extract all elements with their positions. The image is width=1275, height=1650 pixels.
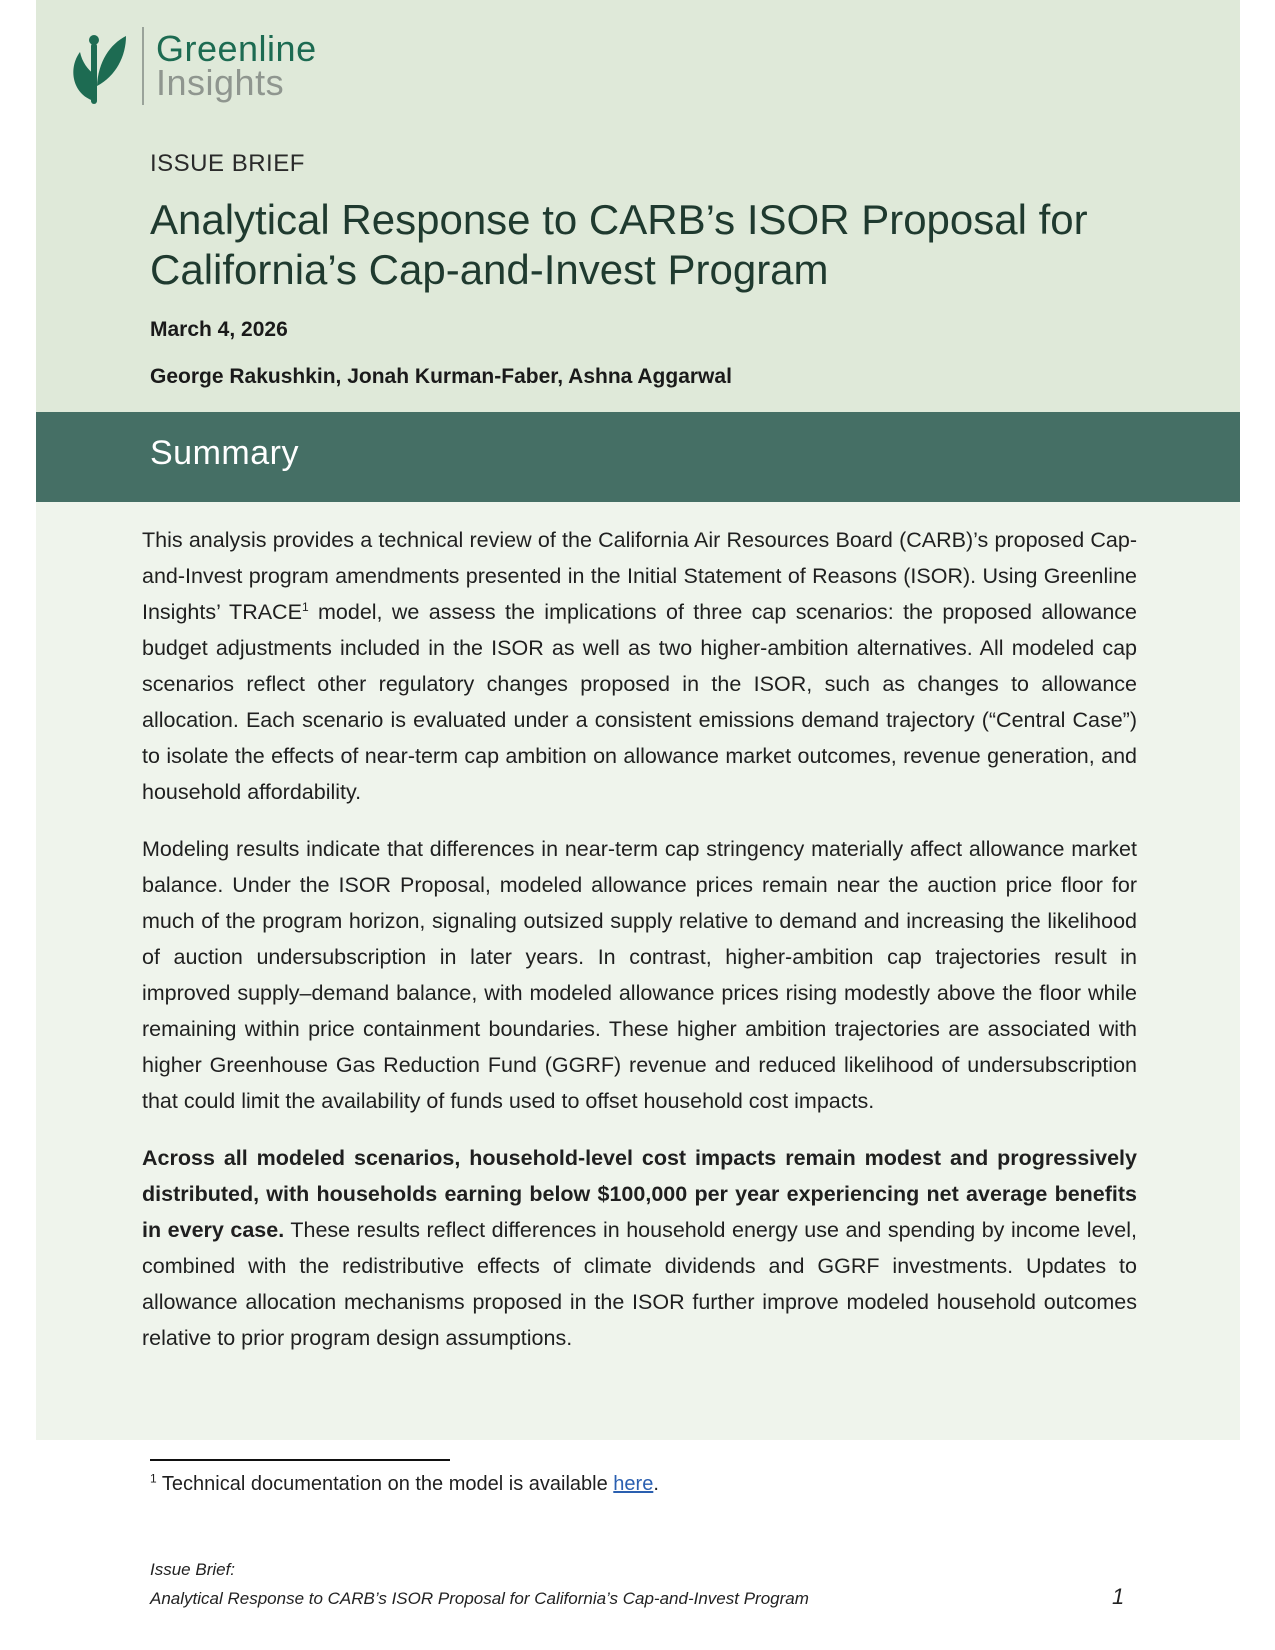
publication-date: March 4, 2026 <box>150 318 288 341</box>
footnote: $^1$ Technical documentation on the model is available here. <box>150 1471 659 1495</box>
brand-name <box>156 28 317 103</box>
header-panel <box>36 0 1240 412</box>
model-docs-link[interactable]: here <box>613 1473 654 1495</box>
brand-logo <box>64 26 317 106</box>
authors: George Rakushkin, Jonah Kurman-Faber, Ashna Aggarwal <box>150 365 732 388</box>
logo-divider <box>142 27 144 105</box>
summary-paragraph-2: Modeling results indicate that differences in near-term cap stringency materially affect allowance market balance. Under the ISOR Proposal, modeled allowance prices remain near the auction price floor for much of the program horizon, signaling outsized supply relative to demand and increasing the likelihood of auction undersubscription in later years. In contrast, higher-ambition cap trajectories result in improved supply–demand balance, with modeled allowance prices rising modestly above the floor while remaining within price containment boundaries. These higher ambition trajectories are associated with higher Greenhouse Gas Reduction Fund (GGRF) revenue and reduced likelihood of undersubscription that could limit the availability of funds used to offset household cost impacts. <box>142 837 1137 1113</box>
summary-section-bar <box>36 412 1240 502</box>
brand-name-line2: Insights <box>156 62 285 103</box>
summary-heading: Summary <box>150 434 299 472</box>
summary-body <box>36 502 1240 1440</box>
brand-name-line1: Greenline <box>156 28 317 69</box>
page-number: 1 <box>1112 1584 1125 1609</box>
footnote-divider <box>150 1459 450 1461</box>
footer-title: Analytical Response to CARB’s ISOR Proposal for California’s Cap-and-Invest Program <box>150 1589 809 1608</box>
leaf-logo-icon <box>64 26 134 106</box>
footer-label: Issue Brief: <box>150 1560 236 1579</box>
issue-brief-label: ISSUE BRIEF <box>150 150 305 177</box>
footnote-ref[interactable]: 1 <box>301 599 309 614</box>
document-title: Analytical Response to CARB’s ISOR Proposal for California’s Cap-and-Invest Program <box>150 196 1088 293</box>
key-finding: Across all modeled scenarios, household-level cost impacts remain modest and progressively distributed, with households earning below $100,000 per year experiencing net average benefits in every case. <box>142 1146 1137 1242</box>
footnote-marker: 1 <box>150 1471 157 1486</box>
summary-paragraph-1: This analysis provides a technical review of the California Air Resources Board (CARB)’s proposed Cap-and-Invest program amendments presented in the Initial Statement of Reasons (ISOR). Using Greenline Insights’ TRACE$^1$ model, we assess the implications of three cap scenarios: the proposed allowance budget adjustments included in the ISOR as well as two higher-ambition alternatives. All modeled cap scenarios reflect other regulatory changes proposed in the ISOR, such as changes to allowance allocation. Each scenario is evaluated under a consistent emissions demand trajectory (“Central Case”) to isolate the effects of near-term cap ambition on allowance market outcomes, revenue generation, and household affordability. <box>142 528 1137 804</box>
summary-paragraph-3: Across all modeled scenarios, household-level cost impacts remain modest and progressively distributed, with households earning below $100,000 per year experiencing net average benefits in every case. These results reflect differences in household energy use and spending by income level, combined with the redistributive effects of climate dividends and GGRF investments. Updates to allowance allocation mechanisms proposed in the ISOR further improve modeled household outcomes relative to prior program design assumptions. <box>142 1146 1137 1350</box>
